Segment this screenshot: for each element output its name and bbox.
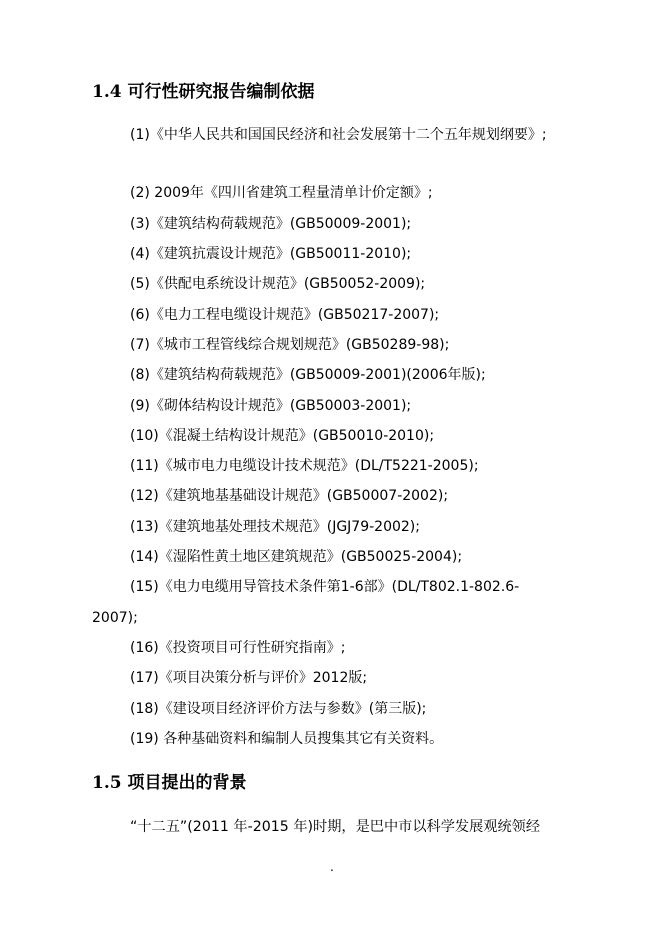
reference-item-13: (13)《建筑地基处理技术规范》(JGJ79-2002); xyxy=(130,519,420,535)
reference-item-8: (8)《建筑结构荷载规范》(GB50009-2001)(2006年版); xyxy=(130,367,486,383)
reference-item-12: (12)《建筑地基基础设计规范》(GB50007-2002); xyxy=(130,488,449,504)
reference-item-6: (6)《电力工程电缆设计规范》(GB50217-2007); xyxy=(130,307,440,323)
reference-item-9: (9)《砌体结构设计规范》(GB50003-2001); xyxy=(130,398,412,414)
reference-item-15: (15)《电力电缆用导管技术条件第1-6部》(DL/T802.1-802.6- xyxy=(130,579,520,595)
page-footer-mark: . xyxy=(330,860,334,874)
reference-item-18: (18)《建设项目经济评价方法与参数》(第三版); xyxy=(130,701,427,717)
section-heading-1-5: 1.5 项目提出的背景 xyxy=(92,773,247,793)
reference-item-7: (7)《城市工程管线综合规划规范》(GB50289-98); xyxy=(130,337,450,353)
reference-item-5: (5)《供配电系统设计规范》(GB50052-2009); xyxy=(130,276,426,292)
reference-item-10: (10)《混凝土结构设计规范》(GB50010-2010); xyxy=(130,428,435,444)
reference-item-3: (3)《建筑结构荷载规范》(GB50009-2001); xyxy=(130,216,412,232)
reference-item-11: (11)《城市电力电缆设计技术规范》(DL/T5221-2005); xyxy=(130,458,479,474)
reference-item-14: (14)《湿陷性黄土地区建筑规范》(GB50025-2004); xyxy=(130,549,463,565)
reference-item-19: (19) 各种基础资料和编制人员搜集其它有关资料。 xyxy=(130,731,444,747)
reference-item-4: (4)《建筑抗震设计规范》(GB50011-2010); xyxy=(130,246,412,262)
background-paragraph: “十二五”(2011 年-2015 年)时期，是巴中市以科学发展观统领经 xyxy=(130,819,541,835)
reference-item-2: (2) 2009年《四川省建筑工程量清单计价定额》; xyxy=(130,185,433,201)
reference-item-15-continuation: 2007); xyxy=(92,610,138,626)
reference-item-17: (17)《项目决策分析与评价》2012版; xyxy=(130,670,368,686)
reference-item-1: (1)《中华人民共和国国民经济和社会发展第十二个五年规划纲要》; xyxy=(130,127,547,143)
section-heading-1-4: 1.4 可行性研究报告编制依据 xyxy=(92,82,315,102)
reference-item-16: (16)《投资项目可行性研究指南》; xyxy=(130,640,346,656)
